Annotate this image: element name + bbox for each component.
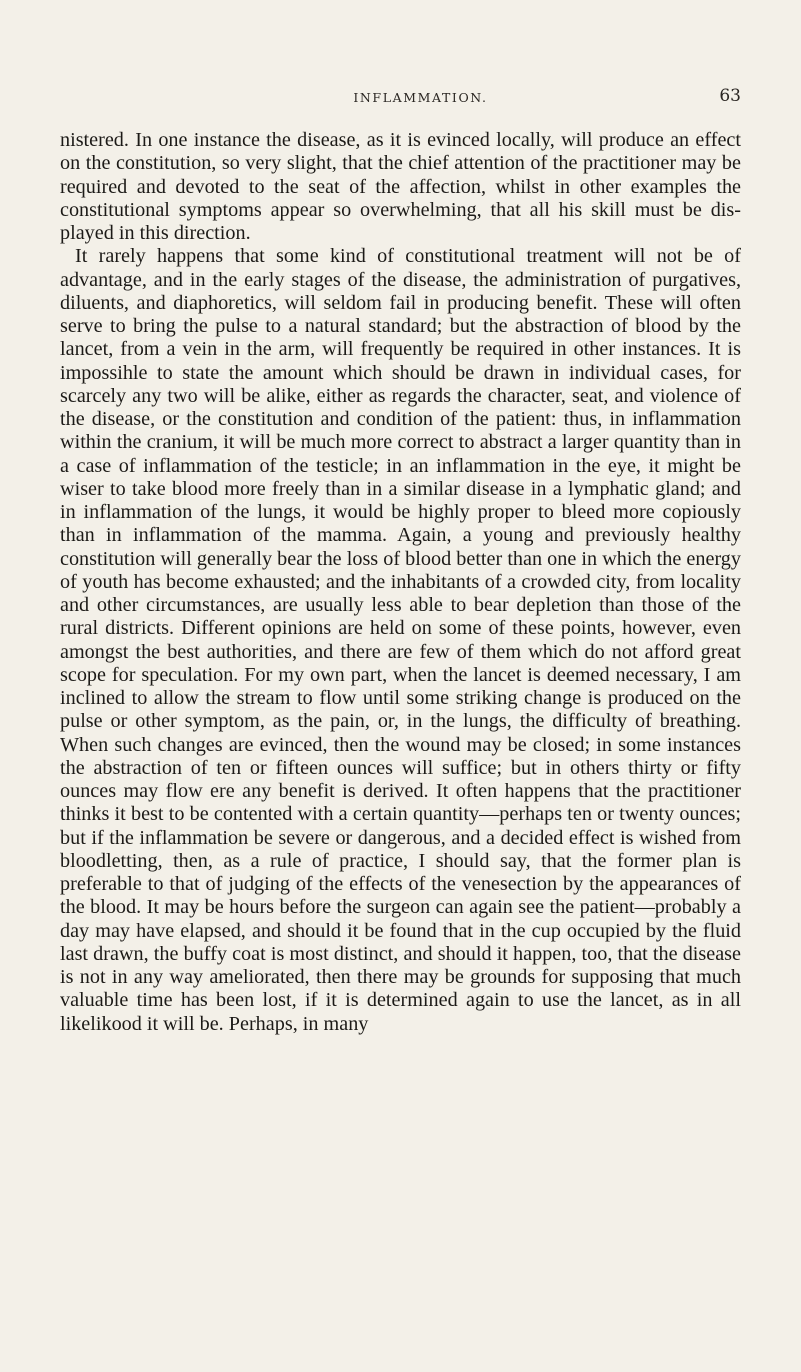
running-head	[60, 80, 741, 110]
paragraph-continued: nistered. In one instance the disease, as it is evinced locally, will produce an effect on the constitution, so very slight, that the chief attention of the practitioner may be required and devoted to the seat of the affection, whilst in other examples the constitutional symptoms appear so overwhelming, that all his skill must be displayed in this direction.	[60, 129, 741, 244]
paragraph: It rarely happens that some kind of constitutional treatment will not be of advantage, and in the early stages of the disease, the administration of purgatives, diluents, and diaphoretics, will seldom fail in producing benefit. These will often serve to bring the pulse to a natural standard; but the abstraction of blood by the lancet, from a vein in the arm, will frequently be required in other instances. It is impossihle to state the amount which should be drawn in individual cases, for scarcely any two will be alike, either as regards the character, seat, and violence of the disease, or the constitution and condition of the patient: thus, in inflammation within the cranium, it will be much more correct to abstract a larger quantity than in a case of inflammation of the testicle; in an inflammation in the eye, it might be wiser to take blood more freely than in a similar disease in a lymphatic gland; and in inflammation of the lungs, it would be highly proper to bleed more copiously than in inflammation of the mamma. Again, a young and previously healthy constitution will generally bear the loss of blood better than one in which the energy of youth has become exhausted; and the inhabitants of a crowded city, from locality and other circumstances, are usually less able to bear depletion than those of the rural districts. Different opinions are held on some of these points, however, even amongst the best authorities, and there are few of them which do not afford great scope for speculation. For my own part, when the lancet is deemed necessary, I am inclined to allow the stream to flow until some striking change is produced on the pulse or other symptom, as the pain, or, in the lungs, the difficulty of breathing. When such changes are evinced, then the wound may be closed; in some instances the abstraction of ten or fifteen ounces will suffice; but in others thirty or fifty ounces may flow ere any benefit is derived. It often happens that the practitioner thinks it best to be contented with a certain quantity—perhaps ten or twenty ounces; but if the inflammation be severe or dangerous, and a decided effect is wished from bloodletting, then, as a rule of practice, I should say, that the former plan is preferable to that of judging of the effects of the venesection by the appearances of the blood. It may be hours before the surgeon can again see the patient—probably a day may have elapsed, and should it be found that in the cup occupied by the fluid last drawn, the buffy coat is most distinct, and should it happen, too, that the disease is not in any way ameliorated, then there may be grounds for supposing that much valuable time has been lost, if it is determined again to use the lancet, as in all likelikood it will be. Perhaps, in many	[60, 245, 741, 1035]
running-title: INFLAMMATION.	[353, 90, 488, 105]
body-text	[60, 129, 741, 1036]
page-number: 63	[719, 86, 741, 106]
